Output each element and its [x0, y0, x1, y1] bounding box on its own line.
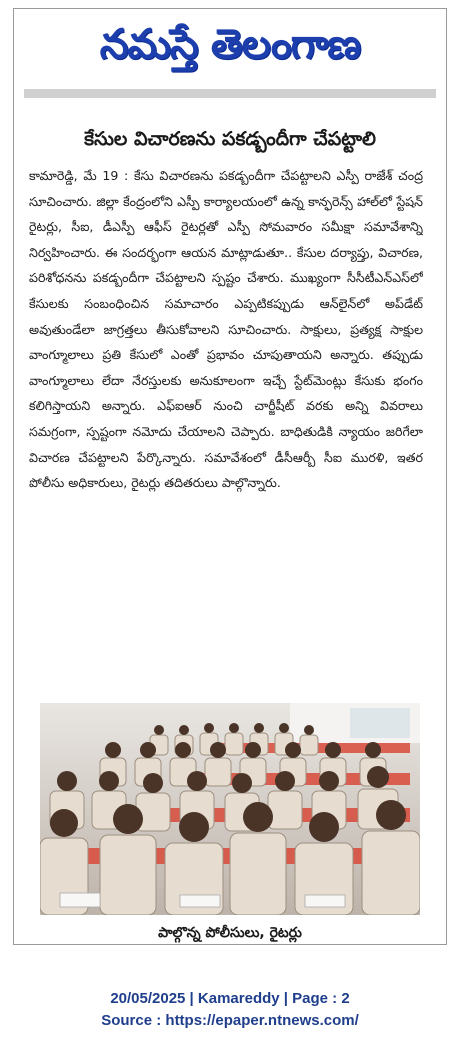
police-meeting-illustration	[40, 703, 420, 915]
article-body: కామారెడ్డి, మే 19 : కేసు విచారణను పకడ్బందీగా చేపట్టాలని ఎస్పీ రాజేశ్ చంద్ర సూచించారు. జిల్లా కేంద్రంలోని ఎస్పీ కార్యాలయంలో ఉన్న కాన్ఫరెన్స్ హాల్‌లో స్టేషన్ రైటర్లు, సీఐ, డీఎస్పీ ఆఫీస్ రైటర్లతో ఎస్పీ సోమవారం సమీక్షా సమావేశాన్ని నిర్వహించారు. ఈ సందర్భంగా ఆయన మాట్లాడుతూ.. కేసుల దర్యాప్తు, విచారణ, పరిశోధనను పకడ్బందీగా చేపట్టాలని స్పష్టం చేశారు. ముఖ్యంగా సీసీటీఎన్ఎస్‌లో కేసులకు సంబంధించిన సమాచారం ఎప్పటికప్పుడు ఆన్‌లైన్‌లో అప్‌డేట్ అవుతుండేలా జాగ్రత్తలు తీసుకోవాలని సూచించారు. సాక్షులు, ప్రత్యక్ష సాక్షుల వాంగ్మూలాలు ప్రతి కేసులో ఎంతో ప్రభావం చూపుతాయని అన్నారు. తప్పుడు వాంగ్మూలాలు లేదా నేరస్తులకు అనుకూలంగా ఇచ్చే స్టేట్‌మెంట్లు కేసుకు భంగం కలిగిస్తాయని అన్నారు. ఎఫ్ఐఆర్ నుంచి చార్జీషీట్ వరకు అన్ని వివరాలు సమగ్రంగా, స్పష్టంగా నమోదు చేయాలని చెప్పారు. బాధితుడికి న్యాయం జరిగేలా విచారణ చేపట్టాలని పేర్కొన్నారు. సమావేశంలో డీసీఆర్బీ సీఐ మురళి, ఇతర పోలీసు అధికారులు, రైటర్లు తదితరులు పాల్గొన్నారు.	[29, 168, 423, 491]
edition-info: 20/05/2025 | Kamareddy | Page : 2	[110, 990, 350, 1007]
source-link[interactable]: Source : https://epaper.ntnews.com/	[101, 1012, 359, 1029]
header-divider	[24, 89, 436, 98]
meeting-photo	[40, 703, 420, 915]
article-headline: కేసుల విచారణను పకడ్బందీగా చేపట్టాలి	[84, 128, 376, 150]
photo-caption: పాల్గొన్న పోలీసులు, రైటర్లు	[158, 925, 302, 941]
newspaper-masthead: నమస్తే తెలంగాణ	[99, 20, 361, 68]
